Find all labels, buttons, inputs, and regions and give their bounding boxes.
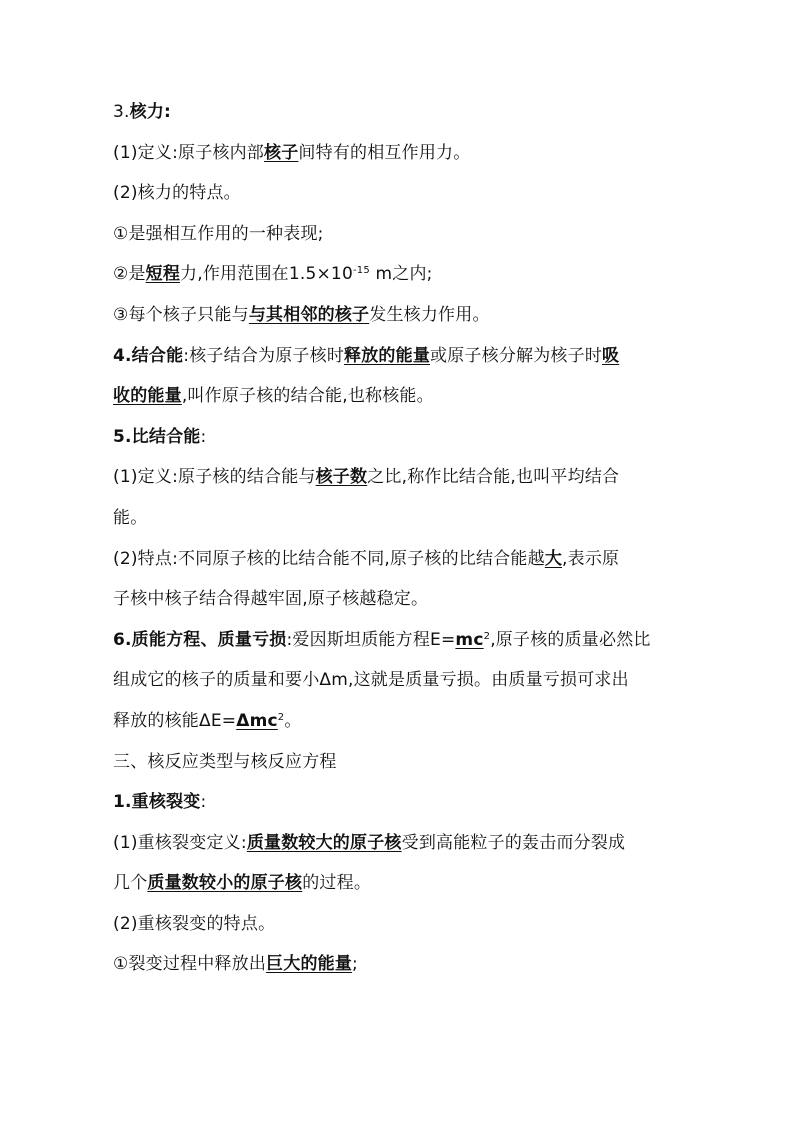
text-segment: 能。 <box>113 507 148 528</box>
superscript: -15 <box>352 265 370 277</box>
text-segment: 3. <box>113 102 130 122</box>
text-line <box>113 587 688 611</box>
text-line <box>113 912 688 936</box>
key-term: 与其相邻的核子 <box>248 304 370 325</box>
text-segment: ,原子核的质量必然比 <box>490 629 651 650</box>
text-line <box>113 790 688 814</box>
superscript: 2 <box>277 711 285 723</box>
text-segment: : <box>200 426 207 447</box>
text-line <box>113 952 688 976</box>
text-segment: ,叫作原子核的结合能,也称核能。 <box>181 386 434 407</box>
superscript: 2 <box>483 630 491 642</box>
key-term: 收的能量 <box>113 386 182 407</box>
text-segment: 之比,称作比结合能,也叫平均结合 <box>367 467 620 488</box>
key-term: mc <box>455 629 484 650</box>
text-segment: (1)重核裂变定义: <box>113 832 247 853</box>
text-segment: :爱因斯坦质能方程E= <box>286 629 456 650</box>
text-segment: 三、核反应类型与核反应方程 <box>113 751 337 772</box>
text-line <box>113 506 688 530</box>
text-line <box>113 709 688 733</box>
text-segment: ②是 <box>113 264 146 285</box>
text-line <box>113 547 688 571</box>
text-line <box>113 262 688 286</box>
key-term: 大 <box>544 548 563 569</box>
text-segment: (2)特点:不同原子核的比结合能不同,原子核的比结合能越 <box>113 548 545 569</box>
key-term: 短程 <box>145 264 181 285</box>
section-heading: 核力: <box>129 102 172 122</box>
text-segment: 组成它的核子的质量和要小Δm,这就是质量亏损。由质量亏损可求出 <box>113 670 629 691</box>
text-segment: ,表示原 <box>562 548 620 569</box>
text-segment: m之内; <box>369 264 433 285</box>
text-segment: (1)定义:原子核的结合能与 <box>113 467 316 488</box>
text-line <box>113 141 688 165</box>
text-segment: 发生核力作用。 <box>369 304 490 325</box>
text-segment: 释放的核能ΔE= <box>113 710 237 731</box>
section-heading: 6.质能方程、质量亏损 <box>113 629 287 650</box>
key-term: 质量数较小的原子核 <box>147 873 303 894</box>
text-line <box>113 425 688 449</box>
text-segment: ①是强相互作用的一种表现; <box>113 223 324 244</box>
key-term: 巨大的能量 <box>266 954 353 975</box>
text-segment: :核子结合为原子核时 <box>183 345 345 366</box>
text-line <box>113 222 688 246</box>
text-line <box>113 668 688 692</box>
text-line <box>113 871 688 895</box>
key-term: 核子数 <box>315 467 368 488</box>
text-segment: 几个 <box>113 873 148 894</box>
key-term: 释放的能量 <box>344 345 431 366</box>
text-segment: : <box>200 792 207 813</box>
text-segment: 力,作用范围在1.5×10 <box>180 264 353 285</box>
text-line <box>113 384 688 408</box>
text-segment: (2)核力的特点。 <box>113 183 241 204</box>
text-line <box>113 303 688 327</box>
text-line <box>113 181 688 205</box>
text-segment: ; <box>352 954 358 975</box>
text-line <box>113 344 688 368</box>
text-segment: (2)重核裂变的特点。 <box>113 913 276 934</box>
text-line <box>113 750 688 774</box>
text-line <box>113 100 688 124</box>
text-segment: 间特有的相互作用力。 <box>298 142 471 163</box>
text-segment: 的过程。 <box>302 873 372 894</box>
text-segment: 。 <box>284 710 302 731</box>
text-segment: 或原子核分解为核子时 <box>430 345 603 366</box>
section-heading: 5.比结合能 <box>113 426 201 447</box>
text-line <box>113 628 688 652</box>
key-term: 质量数较大的原子核 <box>246 832 402 853</box>
text-segment: ③每个核子只能与 <box>113 304 249 325</box>
key-term: 吸 <box>602 345 620 366</box>
text-segment: (1)定义:原子核内部 <box>113 142 265 163</box>
text-line <box>113 465 688 489</box>
key-term: 核子 <box>264 142 299 163</box>
key-term: Δmc <box>236 710 278 731</box>
section-heading: 4.结合能 <box>113 345 184 366</box>
text-segment: 受到高能粒子的轰击而分裂成 <box>401 832 626 853</box>
text-segment: 子核中核子结合得越牢固,原子核越稳定。 <box>113 589 429 610</box>
text-segment: ①裂变过程中释放出 <box>113 954 267 975</box>
text-line <box>113 831 688 855</box>
document-body <box>113 100 688 993</box>
section-heading: 1.重核裂变 <box>113 792 201 813</box>
